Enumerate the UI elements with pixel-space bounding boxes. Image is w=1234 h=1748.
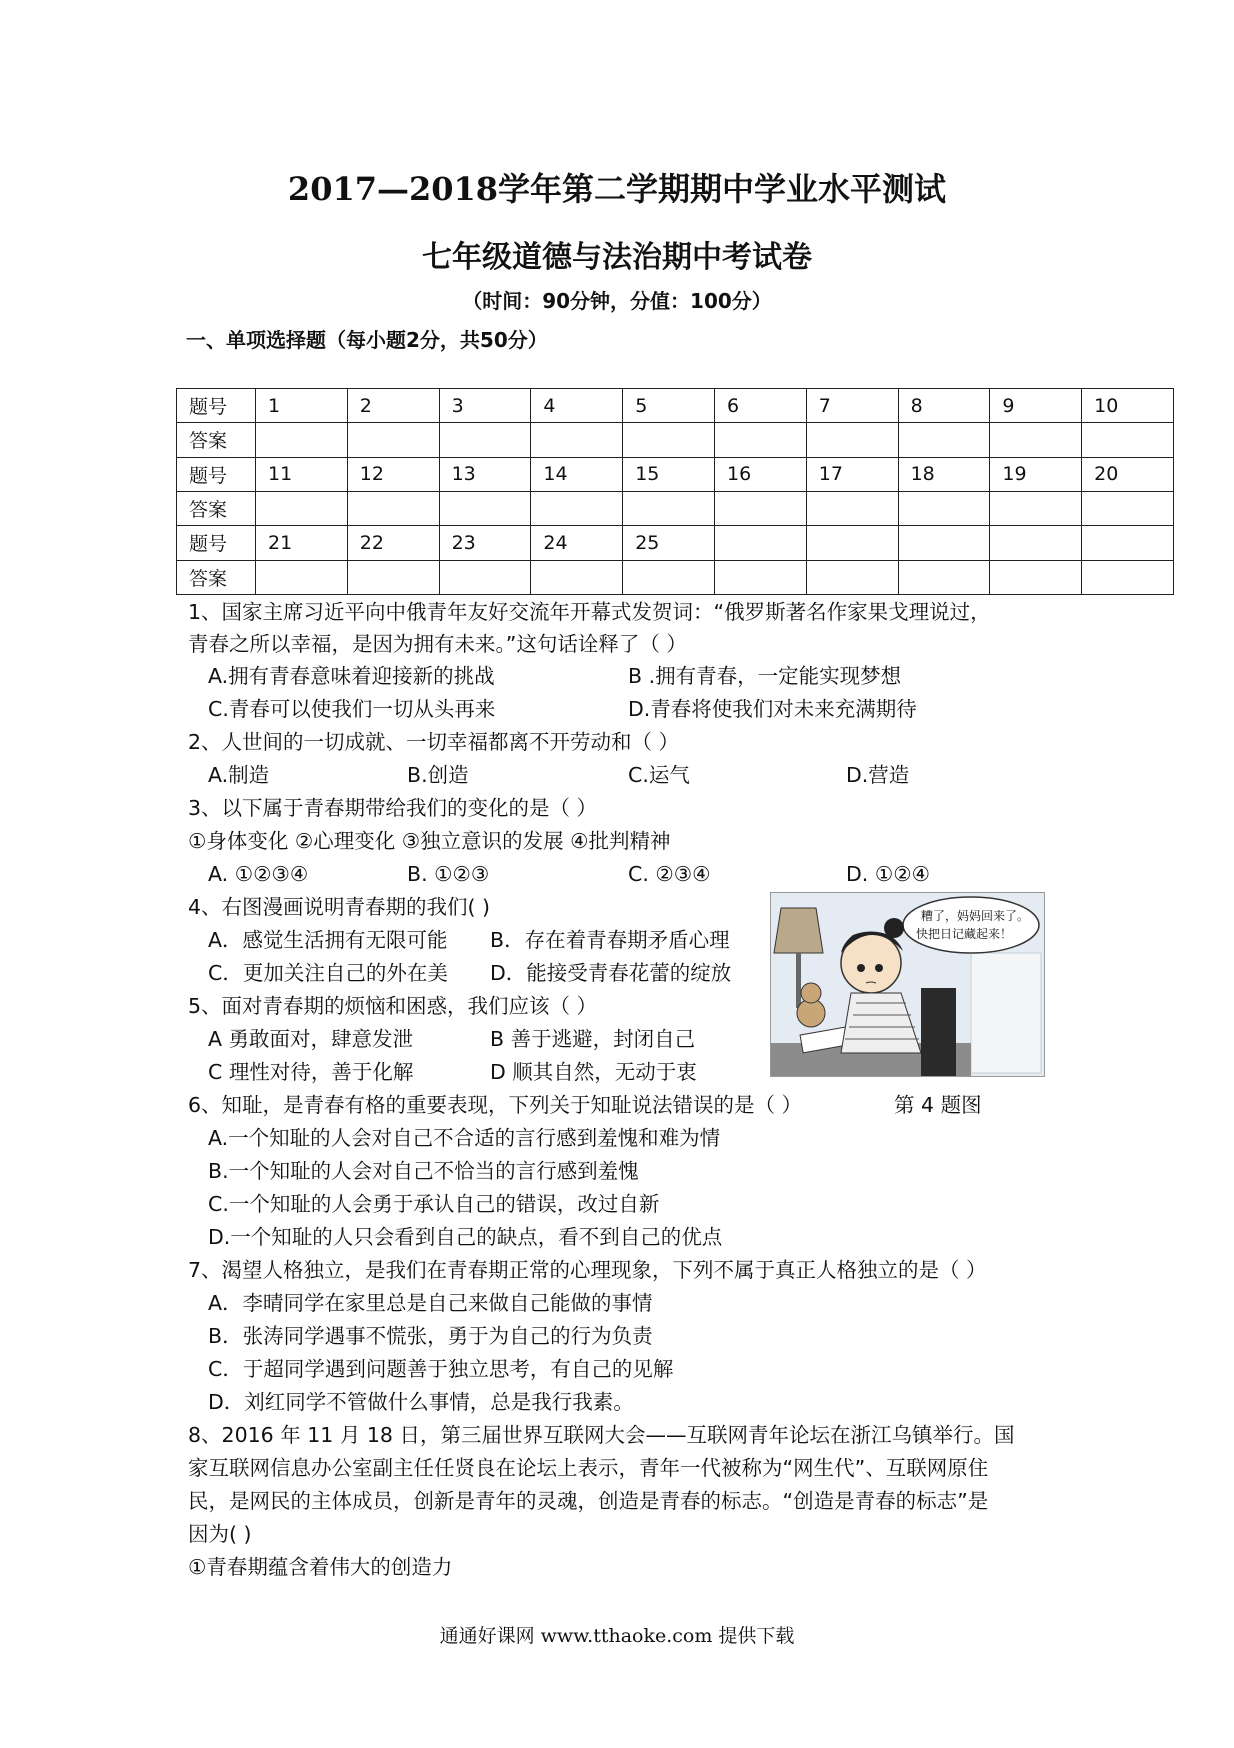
question-number-cell: 4 — [531, 389, 623, 423]
speech-line-2: 快把日记藏起来！ — [916, 927, 1013, 941]
question-8-stem-line2: 家互联网信息办公室副主任任贤良在论坛上表示，青年一代被称为“网生代”、互联网原住 — [188, 1456, 989, 1480]
row-label: 答案 — [177, 423, 256, 457]
question-number-cell: 20 — [1082, 457, 1174, 491]
question-3-stem: 3、以下属于青春期带给我们的变化的是（ ） — [188, 796, 598, 820]
table-row — [177, 526, 1174, 560]
question-6-option-b: B.一个知耻的人会对自己不恰当的言行感到羞愧 — [208, 1159, 639, 1183]
question-7-option-a: A．李晴同学在家里总是自己来做自己能做的事情 — [208, 1291, 653, 1315]
question-number-cell: 2 — [347, 389, 439, 423]
question-3-option-d: D. ①②④ — [846, 862, 930, 886]
row-label: 题号 — [177, 389, 256, 423]
answer-cell[interactable] — [439, 423, 531, 457]
question-number-cell — [1082, 526, 1174, 560]
answer-cell[interactable] — [531, 491, 623, 525]
question-number-cell: 12 — [347, 457, 439, 491]
answer-cell[interactable] — [990, 560, 1082, 594]
question-1-option-d: D.青春将使我们对未来充满期待 — [628, 697, 917, 721]
question-number-cell: 3 — [439, 389, 531, 423]
question-4-stem: 4、右图漫画说明青春期的我们( ) — [188, 895, 491, 919]
answer-cell[interactable] — [898, 423, 990, 457]
question-6-option-a: A.一个知耻的人会对自己不合适的言行感到羞愧和难为情 — [208, 1126, 721, 1150]
question-number-cell — [898, 526, 990, 560]
question-number-cell: 8 — [898, 389, 990, 423]
answer-cell[interactable] — [256, 491, 348, 525]
question-number-cell: 7 — [806, 389, 898, 423]
answer-cell[interactable] — [898, 560, 990, 594]
question-number-cell: 14 — [531, 457, 623, 491]
question-1-option-b: B .拥有青春，一定能实现梦想 — [628, 664, 902, 688]
answer-table — [176, 388, 1174, 595]
answer-cell[interactable] — [714, 491, 806, 525]
answer-cell[interactable] — [714, 423, 806, 457]
question-2-option-d: D.营造 — [846, 763, 910, 787]
row-label: 答案 — [177, 560, 256, 594]
question-number-cell: 15 — [623, 457, 715, 491]
table-row — [177, 491, 1174, 525]
question-number-cell: 1 — [256, 389, 348, 423]
figure-caption: 第 4 题图 — [894, 1093, 982, 1117]
exam-info: （时间：90分钟，分值：100分） — [462, 289, 772, 313]
question-number-cell: 21 — [256, 526, 348, 560]
answer-cell[interactable] — [898, 491, 990, 525]
question-5-option-d: D 顺其自然，无动于衷 — [490, 1060, 697, 1084]
question-6-option-c: C.一个知耻的人会勇于承认自己的错误，改过自新 — [208, 1192, 660, 1216]
answer-cell[interactable] — [531, 560, 623, 594]
answer-cell[interactable] — [1082, 560, 1174, 594]
question-7-option-d: D．刘红同学不管做什么事情，总是我行我素。 — [208, 1390, 634, 1414]
answer-cell[interactable] — [1082, 491, 1174, 525]
table-row — [177, 560, 1174, 594]
table-row — [177, 389, 1174, 423]
question-4-option-c: C．更加关注自己的外在美 — [208, 961, 448, 985]
row-label: 题号 — [177, 457, 256, 491]
question-number-cell: 11 — [256, 457, 348, 491]
question-4-option-a: A．感觉生活拥有无限可能 — [208, 928, 448, 952]
question-2-option-c: C.运气 — [628, 763, 690, 787]
answer-cell[interactable] — [256, 560, 348, 594]
question-7-stem: 7、渴望人格独立，是我们在青春期正常的心理现象，下列不属于真正人格独立的是（ ） — [188, 1258, 987, 1282]
question-2-option-a: A.制造 — [208, 763, 270, 787]
question-5-option-a: A 勇敢面对，肆意发泄 — [208, 1027, 414, 1051]
cartoon-illustration — [771, 893, 1044, 1076]
section-heading: 一、单项选择题（每小题2分，共50分） — [186, 328, 548, 352]
question-number-cell: 22 — [347, 526, 439, 560]
question-4-option-b: B．存在着青春期矛盾心理 — [490, 928, 730, 952]
speech-line-1: 糟了，妈妈回来了。 — [921, 909, 1030, 923]
question-number-cell: 6 — [714, 389, 806, 423]
question-8-stem-line3: 民，是网民的主体成员，创新是青年的灵魂，创造是青春的标志。“创造是青春的标志”是 — [188, 1489, 989, 1513]
question-8-stem-line4: 因为( ) — [188, 1522, 252, 1546]
answer-cell[interactable] — [439, 560, 531, 594]
exam-title: 2017—2018学年第二学期期中学业水平测试 — [287, 170, 947, 208]
question-number-cell — [714, 526, 806, 560]
answer-cell[interactable] — [347, 491, 439, 525]
answer-cell[interactable] — [623, 423, 715, 457]
question-number-cell: 10 — [1082, 389, 1174, 423]
question-3-items: ①身体变化 ②心理变化 ③独立意识的发展 ④批判精神 — [188, 829, 671, 853]
question-number-cell: 5 — [623, 389, 715, 423]
question-4-cartoon — [770, 892, 1045, 1077]
answer-cell[interactable] — [256, 423, 348, 457]
question-5-stem: 5、面对青春期的烦恼和困惑，我们应该（ ） — [188, 994, 598, 1018]
answer-cell[interactable] — [531, 423, 623, 457]
question-7-option-b: B．张涛同学遇事不慌张，勇于为自己的行为负责 — [208, 1324, 653, 1348]
table-row — [177, 423, 1174, 457]
question-4-option-d: D．能接受青春花蕾的绽放 — [490, 961, 732, 985]
question-number-cell: 19 — [990, 457, 1082, 491]
question-3-option-a: A. ①②③④ — [208, 862, 309, 886]
question-3-option-b: B. ①②③ — [407, 862, 490, 886]
question-number-cell: 17 — [806, 457, 898, 491]
question-6-option-d: D.一个知耻的人只会看到自己的缺点，看不到自己的优点 — [208, 1225, 723, 1249]
answer-cell[interactable] — [806, 423, 898, 457]
answer-cell[interactable] — [990, 423, 1082, 457]
question-number-cell: 16 — [714, 457, 806, 491]
answer-cell[interactable] — [1082, 423, 1174, 457]
question-number-cell: 9 — [990, 389, 1082, 423]
question-1-option-c: C.青春可以使我们一切从头再来 — [208, 697, 496, 721]
question-7-option-c: C．于超同学遇到问题善于独立思考，有自己的见解 — [208, 1357, 674, 1381]
question-3-option-c: C. ②③④ — [628, 862, 711, 886]
question-5-option-b: B 善于逃避，封闭自己 — [490, 1027, 696, 1051]
question-number-cell: 25 — [623, 526, 715, 560]
question-1-option-a: A.拥有青春意味着迎接新的挑战 — [208, 664, 495, 688]
question-8-stem-line1: 8、2016 年 11 月 18 日，第三届世界互联网大会——互联网青年论坛在浙江乌镇举行。国 — [188, 1423, 1015, 1447]
answer-cell[interactable] — [990, 491, 1082, 525]
answer-cell[interactable] — [806, 560, 898, 594]
row-label: 题号 — [177, 526, 256, 560]
answer-cell[interactable] — [623, 560, 715, 594]
question-number-cell: 23 — [439, 526, 531, 560]
question-1-stem-line2: 青春之所以幸福，是因为拥有未来。”这句话诠释了（ ） — [188, 632, 687, 656]
question-number-cell: 24 — [531, 526, 623, 560]
question-5-option-c: C 理性对待，善于化解 — [208, 1060, 414, 1084]
answer-cell[interactable] — [806, 491, 898, 525]
question-number-cell: 18 — [898, 457, 990, 491]
answer-cell[interactable] — [347, 560, 439, 594]
question-1-stem-line1: 1、国家主席习近平向中俄青年友好交流年开幕式发贺词：“俄罗斯著名作家果戈理说过， — [188, 600, 991, 624]
question-6-stem: 6、知耻，是青春有格的重要表现，下列关于知耻说法错误的是（ ） — [188, 1093, 803, 1117]
answer-cell[interactable] — [623, 491, 715, 525]
question-2-option-b: B.创造 — [407, 763, 469, 787]
page-footer: 通通好课网 www.tthaoke.com 提供下载 — [439, 1625, 795, 1647]
row-label: 答案 — [177, 491, 256, 525]
question-number-cell — [990, 526, 1082, 560]
question-2-stem: 2、人世间的一切成就、一切幸福都离不开劳动和（ ） — [188, 730, 680, 754]
question-number-cell: 13 — [439, 457, 531, 491]
answer-cell[interactable] — [714, 560, 806, 594]
exam-subtitle: 七年级道德与法治期中考试卷 — [422, 240, 812, 275]
answer-cell[interactable] — [439, 491, 531, 525]
question-8-item-1: ①青春期蕴含着伟大的创造力 — [188, 1555, 453, 1579]
answer-cell[interactable] — [347, 423, 439, 457]
question-number-cell — [806, 526, 898, 560]
table-row — [177, 457, 1174, 491]
